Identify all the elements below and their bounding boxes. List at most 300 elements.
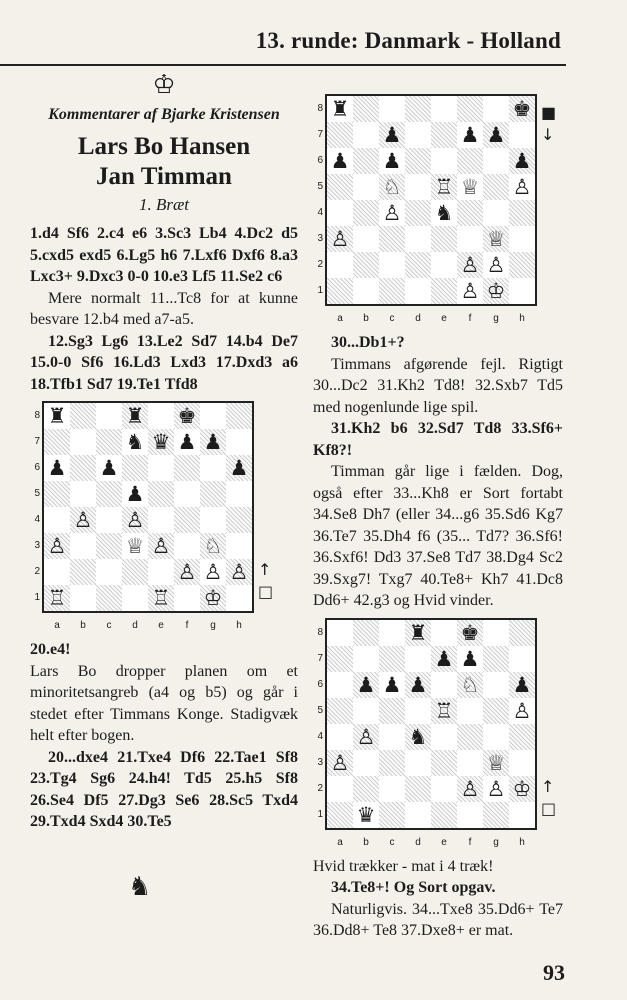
board-square xyxy=(70,481,96,507)
rank-label: 4 xyxy=(317,730,323,742)
board-square xyxy=(122,533,148,559)
knight-icon: ♞ xyxy=(128,872,152,902)
file-labels xyxy=(327,832,535,854)
board-square xyxy=(405,96,431,122)
black-pawn-icon: ♟ xyxy=(486,123,506,147)
white-pawn-icon: ♙ xyxy=(356,724,376,749)
chess-diagram xyxy=(313,94,563,326)
rank-label: 3 xyxy=(317,233,323,244)
board-square xyxy=(353,802,379,828)
board-square xyxy=(96,481,122,507)
file-label: g xyxy=(210,620,216,631)
rank-label: 4 xyxy=(34,514,40,525)
board-square xyxy=(509,174,535,200)
rank-label: 3 xyxy=(317,756,323,768)
white-queen-icon: ♕ xyxy=(486,227,506,251)
black-knight-icon: ♞ xyxy=(434,201,454,225)
board-square xyxy=(96,455,122,481)
board-square xyxy=(483,698,509,724)
board-square xyxy=(327,646,353,672)
white-rook-icon: ♖ xyxy=(151,586,171,610)
black-pawn-icon: ♟ xyxy=(512,672,532,697)
white-king-icon: ♔ xyxy=(512,776,532,801)
board-square xyxy=(457,252,483,278)
board-square xyxy=(122,403,148,429)
board-square xyxy=(70,403,96,429)
white-rook-icon: ♖ xyxy=(434,175,454,199)
player-white: Lars Bo Hansen xyxy=(77,132,251,160)
board-square xyxy=(200,481,226,507)
board-square xyxy=(327,96,353,122)
black-pawn-icon: ♟ xyxy=(177,430,197,454)
arrow-up-square-icon: ↑ xyxy=(258,560,272,579)
rank-label: 8 xyxy=(317,626,323,638)
white-pawn-icon: ♙ xyxy=(47,534,67,558)
white-knight-icon: ♘ xyxy=(382,175,402,199)
board-square xyxy=(44,455,70,481)
rank-labels xyxy=(313,96,323,304)
board-square xyxy=(44,533,70,559)
white-pawn-icon: ♙ xyxy=(512,175,532,199)
board-square xyxy=(483,750,509,776)
board-square xyxy=(379,620,405,646)
file-label: h xyxy=(519,313,525,324)
board-square xyxy=(509,776,535,802)
white-pawn-icon: ♙ xyxy=(229,560,249,584)
rank-label: 8 xyxy=(34,410,40,421)
board-square xyxy=(226,403,252,429)
board-square xyxy=(431,200,457,226)
board-square xyxy=(174,507,200,533)
board-square xyxy=(405,278,431,304)
board-square xyxy=(327,698,353,724)
board-label: 1. Bræt xyxy=(138,194,190,214)
rank-label: 6 xyxy=(317,678,323,690)
board-square xyxy=(174,585,200,611)
board-square xyxy=(431,96,457,122)
board-square xyxy=(226,429,252,455)
black-pawn-icon: ♟ xyxy=(47,456,67,480)
board-square xyxy=(509,278,535,304)
board-square xyxy=(353,174,379,200)
board-square xyxy=(174,481,200,507)
board-square xyxy=(200,559,226,585)
board-square xyxy=(44,481,70,507)
board-square xyxy=(483,620,509,646)
board-square xyxy=(70,533,96,559)
board-square xyxy=(483,252,509,278)
board-square xyxy=(405,802,431,828)
white-pawn-icon: ♙ xyxy=(382,201,402,225)
board-square xyxy=(44,559,70,585)
board-square xyxy=(379,278,405,304)
file-label: a xyxy=(337,313,343,324)
black-knight-icon: ♞ xyxy=(125,430,145,454)
chess-diagram xyxy=(313,618,563,850)
file-label: a xyxy=(337,836,343,848)
board-square xyxy=(96,559,122,585)
board-square xyxy=(200,533,226,559)
board-square xyxy=(431,174,457,200)
board-square xyxy=(483,672,509,698)
file-label: c xyxy=(106,620,112,631)
board-square xyxy=(457,672,483,698)
header-rule xyxy=(0,64,566,66)
rank-labels xyxy=(30,403,40,611)
moves-block: 30...Db1+? xyxy=(331,334,405,351)
white-rook-icon: ♖ xyxy=(434,698,454,723)
board-square xyxy=(226,533,252,559)
file-label: b xyxy=(363,836,369,848)
black-pawn-icon: ♟ xyxy=(460,646,480,671)
board-square xyxy=(44,403,70,429)
running-header: 13. runde: Danmark - Holland xyxy=(255,28,561,53)
black-rook-icon: ♜ xyxy=(408,620,428,645)
board-square xyxy=(457,200,483,226)
board-square xyxy=(96,403,122,429)
file-label: b xyxy=(363,313,369,324)
board-square xyxy=(327,672,353,698)
white-queen-icon: ♕ xyxy=(460,175,480,199)
black-queen-icon: ♛ xyxy=(356,802,376,827)
board-square xyxy=(483,174,509,200)
board-square xyxy=(200,429,226,455)
file-label: e xyxy=(441,836,447,848)
board-square xyxy=(483,148,509,174)
board-square xyxy=(483,122,509,148)
board-square xyxy=(327,620,353,646)
board-square xyxy=(509,802,535,828)
board-square xyxy=(96,585,122,611)
king-icon: ♔ xyxy=(152,70,176,99)
board-square xyxy=(457,278,483,304)
board-square xyxy=(431,698,457,724)
white-pawn-icon: ♙ xyxy=(151,534,171,558)
board-square xyxy=(148,403,174,429)
comment-block: Naturligvis. 34...Txe8 35.Dd6+ Te7 36.Dd8+ Te8 37.Dxe8+ er mat. xyxy=(313,900,563,939)
board-square xyxy=(148,481,174,507)
white-pawn-icon: ♙ xyxy=(203,560,223,584)
chess-diagram xyxy=(30,401,298,633)
board-square xyxy=(148,429,174,455)
board-square xyxy=(431,252,457,278)
board-square xyxy=(431,802,457,828)
board-square xyxy=(70,507,96,533)
board-square xyxy=(148,533,174,559)
board-square xyxy=(405,122,431,148)
board-square xyxy=(353,200,379,226)
board-square xyxy=(353,750,379,776)
board-square xyxy=(70,559,96,585)
board-square xyxy=(327,776,353,802)
file-label: b xyxy=(80,620,86,631)
moves-block: 1.d4 Sf6 2.c4 e6 3.Sc3 Lb4 4.Dc2 d5 5.cxd5 exd5 6.Lg5 h6 7.Lxf6 Dxf6 8.a3 Lxc3+ 9.Dxc3 0-0 10.e3 Lf5 11.Se2 c6 xyxy=(30,225,298,285)
board-square xyxy=(483,278,509,304)
file-label: f xyxy=(185,620,189,631)
board-square xyxy=(226,455,252,481)
board-square xyxy=(431,646,457,672)
board-square xyxy=(379,200,405,226)
arrow-up-square-icon: □ xyxy=(258,582,274,601)
board-square xyxy=(483,802,509,828)
board-square xyxy=(509,122,535,148)
board-square xyxy=(431,776,457,802)
board-square xyxy=(379,724,405,750)
black-king-icon: ♚ xyxy=(460,620,480,645)
board-square xyxy=(327,802,353,828)
moves-block: 12.Sg3 Lg6 13.Le2 Sd7 14.b4 De7 15.0-0 Sf6 16.Ld3 Lxd3 17.Dxd3 a6 18.Tfb1 Sd7 19.Te1 Tfd8 xyxy=(30,332,298,393)
white-queen-icon: ♕ xyxy=(125,534,145,558)
rank-label: 1 xyxy=(34,592,40,603)
player-black: Jan Timman xyxy=(96,162,232,190)
board-square xyxy=(483,96,509,122)
board-square xyxy=(148,559,174,585)
board-square xyxy=(226,481,252,507)
board-square xyxy=(405,174,431,200)
board-square xyxy=(353,672,379,698)
board-square xyxy=(457,750,483,776)
moves-block: 34.Te8+! Og Sort opgav. xyxy=(331,879,496,896)
black-pawn-icon: ♟ xyxy=(434,646,454,671)
black-queen-icon: ♛ xyxy=(151,430,171,454)
board-square xyxy=(148,585,174,611)
white-pawn-icon: ♙ xyxy=(330,227,350,251)
board-square xyxy=(379,698,405,724)
board-square xyxy=(174,429,200,455)
rank-label: 2 xyxy=(317,259,323,270)
rank-label: 1 xyxy=(317,808,323,820)
board-square xyxy=(509,646,535,672)
board-square xyxy=(483,200,509,226)
rank-label: 7 xyxy=(317,129,323,140)
board-square xyxy=(379,646,405,672)
board-square xyxy=(353,698,379,724)
board-square xyxy=(96,507,122,533)
board-square xyxy=(327,724,353,750)
board-square xyxy=(379,776,405,802)
board-square xyxy=(353,776,379,802)
board-square xyxy=(405,252,431,278)
board-square xyxy=(70,455,96,481)
black-rook-icon: ♜ xyxy=(125,404,145,428)
file-label: d xyxy=(415,836,421,848)
board-square xyxy=(44,429,70,455)
board-square xyxy=(174,403,200,429)
file-labels xyxy=(327,308,535,330)
file-label: f xyxy=(468,836,472,848)
file-label: c xyxy=(389,313,395,324)
board-square xyxy=(353,122,379,148)
file-label: d xyxy=(415,313,421,324)
board-square xyxy=(457,698,483,724)
board-square xyxy=(457,724,483,750)
rank-label: 4 xyxy=(317,207,323,218)
board-square xyxy=(70,585,96,611)
white-king-icon: ♔ xyxy=(486,279,506,303)
arrow-up-square-icon: □ xyxy=(541,798,557,818)
board-square xyxy=(457,226,483,252)
rank-label: 7 xyxy=(317,652,323,664)
board-square xyxy=(405,776,431,802)
black-pawn-icon: ♟ xyxy=(382,149,402,173)
rank-label: 2 xyxy=(34,566,40,577)
board-square xyxy=(379,122,405,148)
board-square xyxy=(200,585,226,611)
black-pawn-icon: ♟ xyxy=(408,672,428,697)
left-column xyxy=(30,70,298,833)
black-rook-icon: ♜ xyxy=(47,404,67,428)
board-square xyxy=(122,455,148,481)
board-square xyxy=(327,174,353,200)
board-square xyxy=(509,672,535,698)
board-square xyxy=(483,724,509,750)
file-labels xyxy=(44,615,252,637)
file-label: e xyxy=(158,620,164,631)
board-square xyxy=(96,533,122,559)
rank-label: 1 xyxy=(317,285,323,296)
board-square xyxy=(457,802,483,828)
black-pawn-icon: ♟ xyxy=(460,123,480,147)
board-square xyxy=(405,724,431,750)
board-square xyxy=(353,724,379,750)
board-square xyxy=(431,620,457,646)
rank-label: 7 xyxy=(34,436,40,447)
board-square xyxy=(431,724,457,750)
board-square xyxy=(70,429,96,455)
board-square xyxy=(200,507,226,533)
board-square xyxy=(483,776,509,802)
rank-label: 3 xyxy=(34,540,40,551)
board-square xyxy=(483,226,509,252)
board-square xyxy=(327,148,353,174)
right-column xyxy=(313,88,563,942)
board-square xyxy=(431,226,457,252)
black-king-icon: ♚ xyxy=(512,97,532,121)
board-square xyxy=(509,252,535,278)
rank-label: 2 xyxy=(317,782,323,794)
chess-board xyxy=(42,401,254,613)
board-square xyxy=(174,559,200,585)
board-square xyxy=(509,698,535,724)
board-square xyxy=(353,148,379,174)
arrow-up-square-icon: ↑ xyxy=(541,776,555,796)
board-square xyxy=(509,750,535,776)
board-square xyxy=(509,226,535,252)
board-square xyxy=(379,252,405,278)
white-pawn-icon: ♙ xyxy=(512,698,532,723)
white-pawn-icon: ♙ xyxy=(486,253,506,277)
board-square xyxy=(122,481,148,507)
board-square xyxy=(379,174,405,200)
board-square xyxy=(431,672,457,698)
board-square xyxy=(405,672,431,698)
board-square xyxy=(431,148,457,174)
board-square xyxy=(353,96,379,122)
board-square xyxy=(457,96,483,122)
board-square xyxy=(148,507,174,533)
board-square xyxy=(509,148,535,174)
white-pawn-icon: ♙ xyxy=(177,560,197,584)
board-square xyxy=(353,278,379,304)
board-square xyxy=(457,148,483,174)
board-square xyxy=(44,585,70,611)
board-square xyxy=(379,148,405,174)
board-square xyxy=(122,585,148,611)
moves-block: 31.Kh2 b6 32.Sd7 Td8 33.Sf6+ Kf8?! xyxy=(313,420,563,459)
white-pawn-icon: ♙ xyxy=(460,279,480,303)
board-square xyxy=(327,750,353,776)
board-square xyxy=(431,750,457,776)
board-square xyxy=(509,96,535,122)
board-square xyxy=(353,620,379,646)
white-pawn-icon: ♙ xyxy=(486,776,506,801)
board-square xyxy=(226,559,252,585)
white-rook-icon: ♖ xyxy=(47,586,67,610)
moves-block: 20...dxe4 21.Txe4 Df6 22.Tae1 Sf8 23.Tg4 Sg6 24.h4! Td5 25.h5 Sf8 26.Se4 Df5 27.Dg3 Se6 28.Sc5 Txd4 29.Txd4 Sxd4 30.Te5 xyxy=(30,748,298,830)
file-label: c xyxy=(389,836,395,848)
rank-label: 5 xyxy=(34,488,40,499)
file-label: h xyxy=(519,836,525,848)
rank-label: 5 xyxy=(317,181,323,192)
black-pawn-icon: ♟ xyxy=(330,149,350,173)
board-square xyxy=(96,429,122,455)
page-number: 93 xyxy=(543,960,565,985)
white-pawn-icon: ♙ xyxy=(460,776,480,801)
board-square xyxy=(44,507,70,533)
file-label: a xyxy=(54,620,60,631)
board-square xyxy=(379,802,405,828)
comment-block: Mere normalt 11...Tc8 for at kunne besvare 12.b4 med a7-a5. xyxy=(30,289,298,328)
board-square xyxy=(122,429,148,455)
board-square xyxy=(327,200,353,226)
board-square xyxy=(353,226,379,252)
chess-board xyxy=(325,94,537,306)
chess-board xyxy=(325,618,537,830)
board-square xyxy=(405,226,431,252)
black-pawn-icon: ♟ xyxy=(99,456,119,480)
board-square xyxy=(405,646,431,672)
board-square xyxy=(431,122,457,148)
board-square xyxy=(457,776,483,802)
white-queen-icon: ♕ xyxy=(486,750,506,775)
board-square xyxy=(405,620,431,646)
board-square xyxy=(122,559,148,585)
rank-label: 6 xyxy=(317,155,323,166)
board-square xyxy=(457,646,483,672)
board-square xyxy=(200,455,226,481)
board-square xyxy=(457,174,483,200)
comment-block: Timman går lige i fælden. Dog, også efter 33...Kh8 er Sort fortabt 34.Se8 Dh7 (eller 34...g6 35.Sd6 Kg7 36.Te7 35.Dh4 f6 (35... Td7? 36.Sf6! 36.Sxf6! Dd3 37.Se8 Td7 38.Dg4 Sc2 39.Sxg7! Txg7 40.Te8+ Kh7 41.Dc8 Dd6+ 42.g3 og Hvid vinder. xyxy=(313,463,563,609)
board-square xyxy=(405,750,431,776)
black-pawn-icon: ♟ xyxy=(382,672,402,697)
file-label: g xyxy=(493,313,499,324)
black-rook-icon: ♜ xyxy=(330,97,350,121)
board-square xyxy=(405,148,431,174)
board-square xyxy=(379,672,405,698)
file-label: h xyxy=(236,620,242,631)
black-pawn-icon: ♟ xyxy=(125,482,145,506)
comment-block: Lars Bo dropper planen om et minoritetsangreb (a4 og b5) og går i stedet efter Timmans Konge. Stadigvæk helt efter bogen. xyxy=(30,662,298,744)
file-label: g xyxy=(493,836,499,848)
black-pawn-icon: ♟ xyxy=(382,123,402,147)
board-square xyxy=(431,278,457,304)
board-square xyxy=(379,750,405,776)
rank-labels xyxy=(313,620,323,828)
file-label: f xyxy=(468,313,472,324)
board-square xyxy=(379,96,405,122)
white-pawn-icon: ♙ xyxy=(125,508,145,532)
board-square xyxy=(200,403,226,429)
